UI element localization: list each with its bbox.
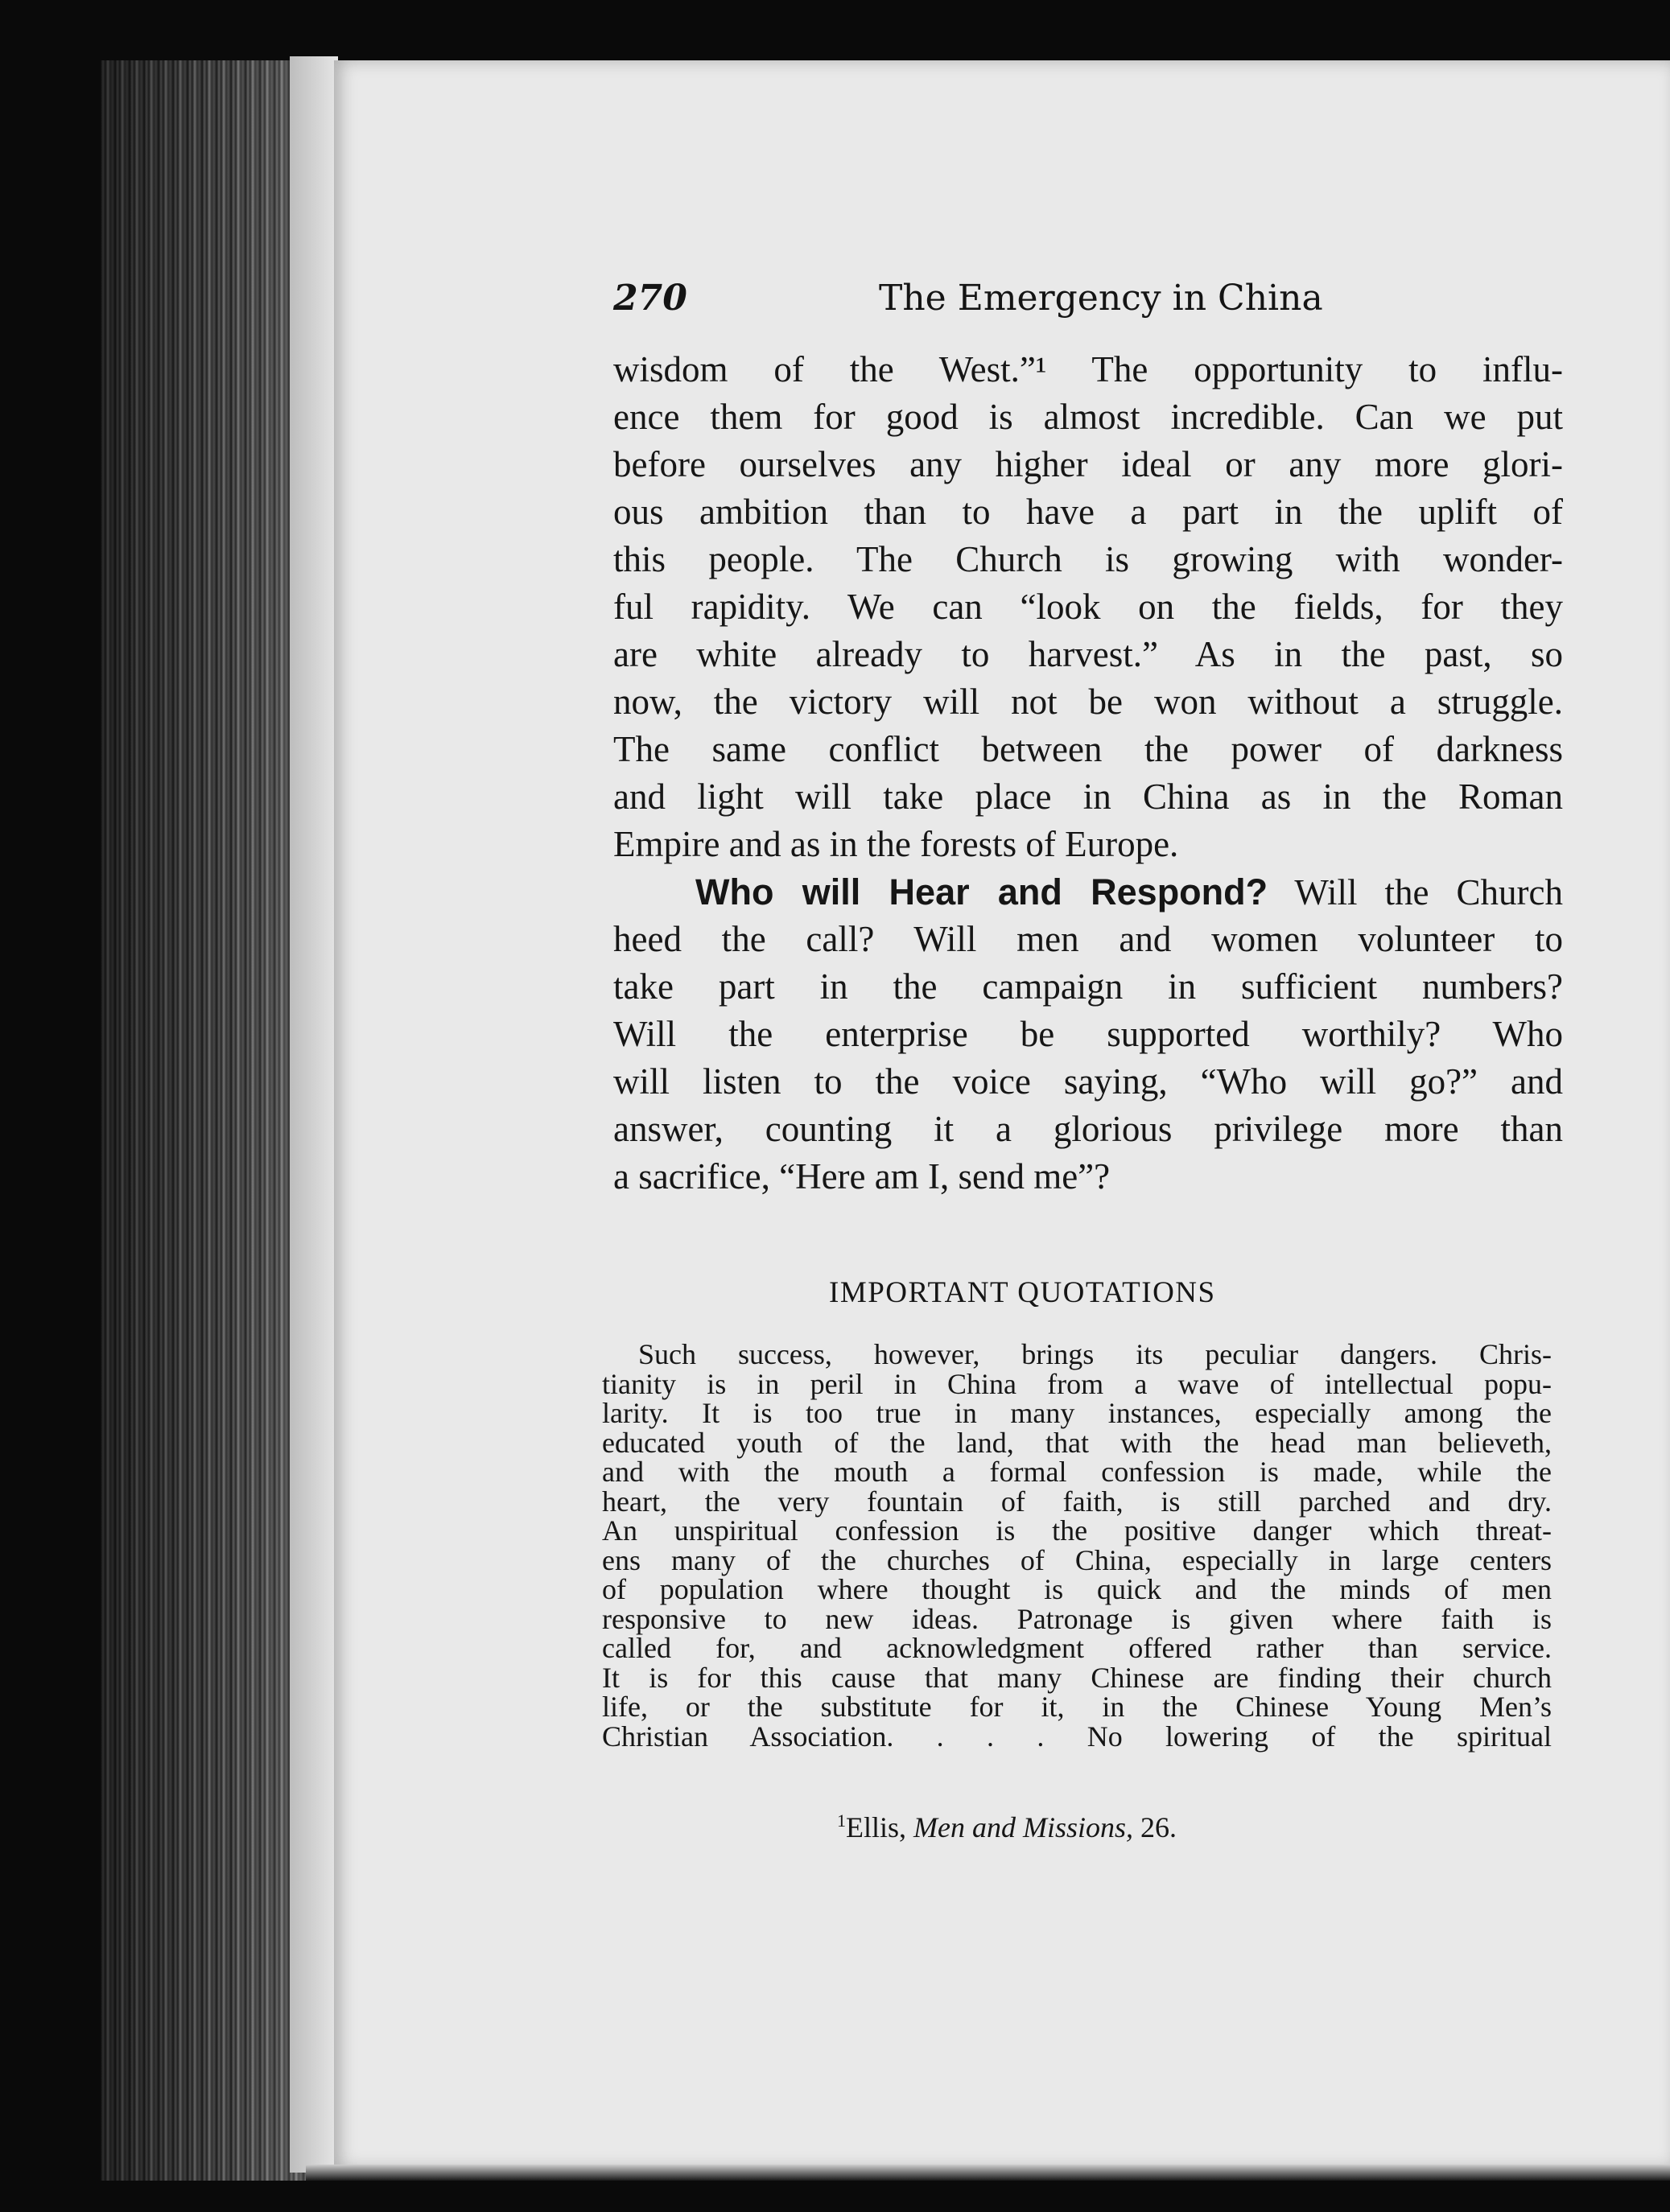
footnote	[837, 1810, 1177, 1844]
page-number: 270	[613, 278, 687, 319]
quote-line: Christian Association. . . . No lowering of the spiritual	[602, 1720, 1552, 1753]
running-title: The Emergency in China	[879, 278, 1323, 319]
body-line: are white already to harvest.” As in the past, so	[613, 634, 1563, 674]
footnote-marker: 1	[837, 1810, 846, 1831]
quote-line: tianity is in peril in China from a wave of intellectual popu-	[602, 1367, 1552, 1400]
body-line: heed the call? Will men and women volunteer to	[613, 919, 1563, 959]
page-edge-shadow	[101, 60, 314, 2181]
page-bottom-edge	[306, 2165, 1670, 2181]
body-line: answer, counting it a glorious privilege more than	[613, 1109, 1563, 1149]
footnote-title: Men and Missions,	[913, 1811, 1134, 1843]
quotation-block	[602, 1340, 1552, 1751]
body-line: before ourselves any higher ideal or any more glori-	[613, 444, 1563, 484]
page-header	[613, 278, 1330, 334]
body-line: ful rapidity. We can “look on the fields, for they	[613, 587, 1563, 627]
quote-line: educated youth of the land, that with the head man believeth,	[602, 1426, 1552, 1459]
quote-line: called for, and acknowledgment offered rather than service.	[602, 1632, 1552, 1664]
body-line: take part in the campaign in sufficient numbers?	[613, 966, 1563, 1007]
body-line: ous ambition than to have a part in the uplift of	[613, 492, 1563, 532]
footnote-author: Ellis,	[846, 1811, 907, 1843]
body-line: Empire and as in the forests of Europe.	[613, 824, 1179, 864]
body-line: wisdom of the West.”¹ The opportunity to influ-	[613, 349, 1563, 389]
body-line: will listen to the voice saying, “Who will go?” and	[613, 1061, 1563, 1102]
quote-line: and with the mouth a formal confession is made, while the	[602, 1456, 1552, 1488]
body-line: this people. The Church is growing with wonder-	[613, 539, 1563, 579]
quote-line: responsive to new ideas. Patronage is given where faith is	[602, 1602, 1552, 1635]
section-title: IMPORTANT QUOTATIONS	[829, 1276, 1216, 1309]
quote-line: larity. It is too true in many instances, especially among the	[602, 1397, 1552, 1429]
quote-line: An unspiritual confession is the positive danger which threat-	[602, 1514, 1552, 1547]
book-gutter	[290, 56, 338, 2173]
quote-line: life, or the substitute for it, in the Chinese Young Men’s	[602, 1691, 1552, 1723]
paragraph-2-first-rest: Will the Church	[1294, 872, 1563, 912]
body-line: and light will take place in China as in the Roman	[613, 776, 1563, 817]
footnote-page: 26.	[1140, 1811, 1177, 1843]
paragraph-2-first-line	[613, 868, 1563, 916]
paragraph-heading: Who will Hear and Respond?	[695, 871, 1268, 912]
quote-line: of population where thought is quick and the minds of men	[602, 1573, 1552, 1605]
body-line: Will the enterprise be supported worthily? Who	[613, 1014, 1563, 1054]
body-line: a sacrifice, “Here am I, send me”?	[613, 1156, 1111, 1197]
quote-line: heart, the very fountain of faith, is still parched and dry.	[602, 1485, 1552, 1518]
body-text	[613, 346, 1563, 1201]
body-line: ence them for good is almost incredible. Can we put	[613, 397, 1563, 437]
quote-line: It is for this cause that many Chinese are finding their church	[602, 1661, 1552, 1694]
body-line: now, the victory will not be won without a struggle.	[613, 682, 1563, 722]
quote-line: Such success, however, brings its peculiar dangers. Chris-	[638, 1338, 1552, 1370]
quote-line: ens many of the churches of China, especially in large centers	[602, 1543, 1552, 1576]
body-line: The same conflict between the power of darkness	[613, 729, 1563, 769]
